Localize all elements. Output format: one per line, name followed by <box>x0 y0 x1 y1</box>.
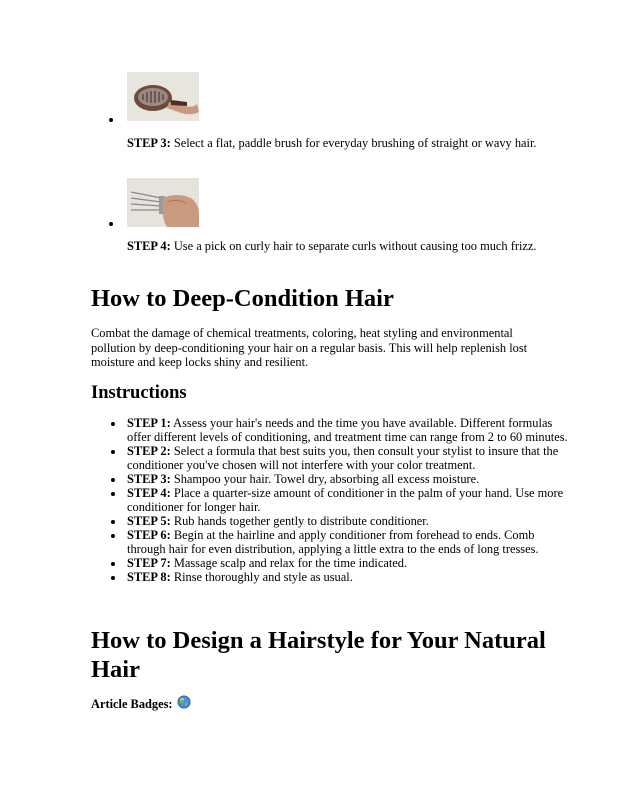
step-label: STEP 7: <box>127 556 171 570</box>
intro-paragraph: Combat the damage of chemical treatments, coloring, heat styling and environmental pollution by deep-conditioning your hair on a regular basis. This will help replenish lost moisture and keep locks shiny and resilient. <box>91 326 528 369</box>
instructions-list <box>91 416 572 584</box>
step-body: Massage scalp and relax for the time indicated. <box>170 556 408 570</box>
step-body: Select a formula that best suits you, then consult your stylist to insure that the conditioner you've chosen will not interfere with your color treatment. <box>127 444 559 472</box>
step-body: Rinse thoroughly and style as usual. <box>170 570 353 584</box>
list-item <box>127 416 572 444</box>
list-item <box>127 514 572 528</box>
bullet <box>109 222 113 226</box>
list-item <box>127 444 572 472</box>
step-body: Assess your hair's needs and the time you have available. Different formulas offer different levels of conditioning, and treatment time can range from 2 to 60 minutes. <box>127 416 568 444</box>
step-text <box>127 239 537 254</box>
step-body: Place a quarter-size amount of conditioner in the palm of your hand. Use more conditioner for longer hair. <box>127 486 564 514</box>
list-item <box>127 472 572 486</box>
step-label: STEP 6: <box>127 528 171 542</box>
paddle-brush-photo <box>127 72 199 121</box>
section-title: How to Deep-Condition Hair <box>91 285 394 312</box>
step-label: STEP 2: <box>127 444 171 458</box>
hair-pick-photo <box>127 178 199 227</box>
step-label: STEP 1: <box>127 416 171 430</box>
image-step-3 <box>127 72 537 151</box>
step-body: Begin at the hairline and apply conditioner from forehead to ends. Comb through hair for even distribution, applying a little extra to the ends of long tresses. <box>127 528 539 556</box>
list-item <box>127 556 572 570</box>
step-label: STEP 8: <box>127 570 171 584</box>
list-item <box>127 528 572 556</box>
step-body: Select a flat, paddle brush for everyday brushing of straight or wavy hair. <box>170 136 537 150</box>
step-body: Use a pick on curly hair to separate curls without causing too much frizz. <box>170 239 537 253</box>
list-item <box>127 486 572 514</box>
section-title: How to Design a Hairstyle for Your Natural Hair <box>91 627 546 683</box>
bullet <box>109 118 113 122</box>
step-label: STEP 3: <box>127 136 171 150</box>
badges-label: Article Badges: <box>91 697 173 711</box>
instructions-heading: Instructions <box>91 383 187 403</box>
globe-badge-icon[interactable] <box>177 695 191 709</box>
step-text <box>127 136 537 151</box>
image-step-4 <box>127 178 537 254</box>
list-item <box>127 570 572 584</box>
step-body: Rub hands together gently to distribute conditioner. <box>170 514 429 528</box>
step-label: STEP 3: <box>127 472 171 486</box>
step-label: STEP 4: <box>127 486 171 500</box>
step-body: Shampoo your hair. Towel dry, absorbing all excess moisture. <box>170 472 480 486</box>
step-label: STEP 5: <box>127 514 171 528</box>
step-label: STEP 4: <box>127 239 171 253</box>
article-badges <box>91 697 191 711</box>
